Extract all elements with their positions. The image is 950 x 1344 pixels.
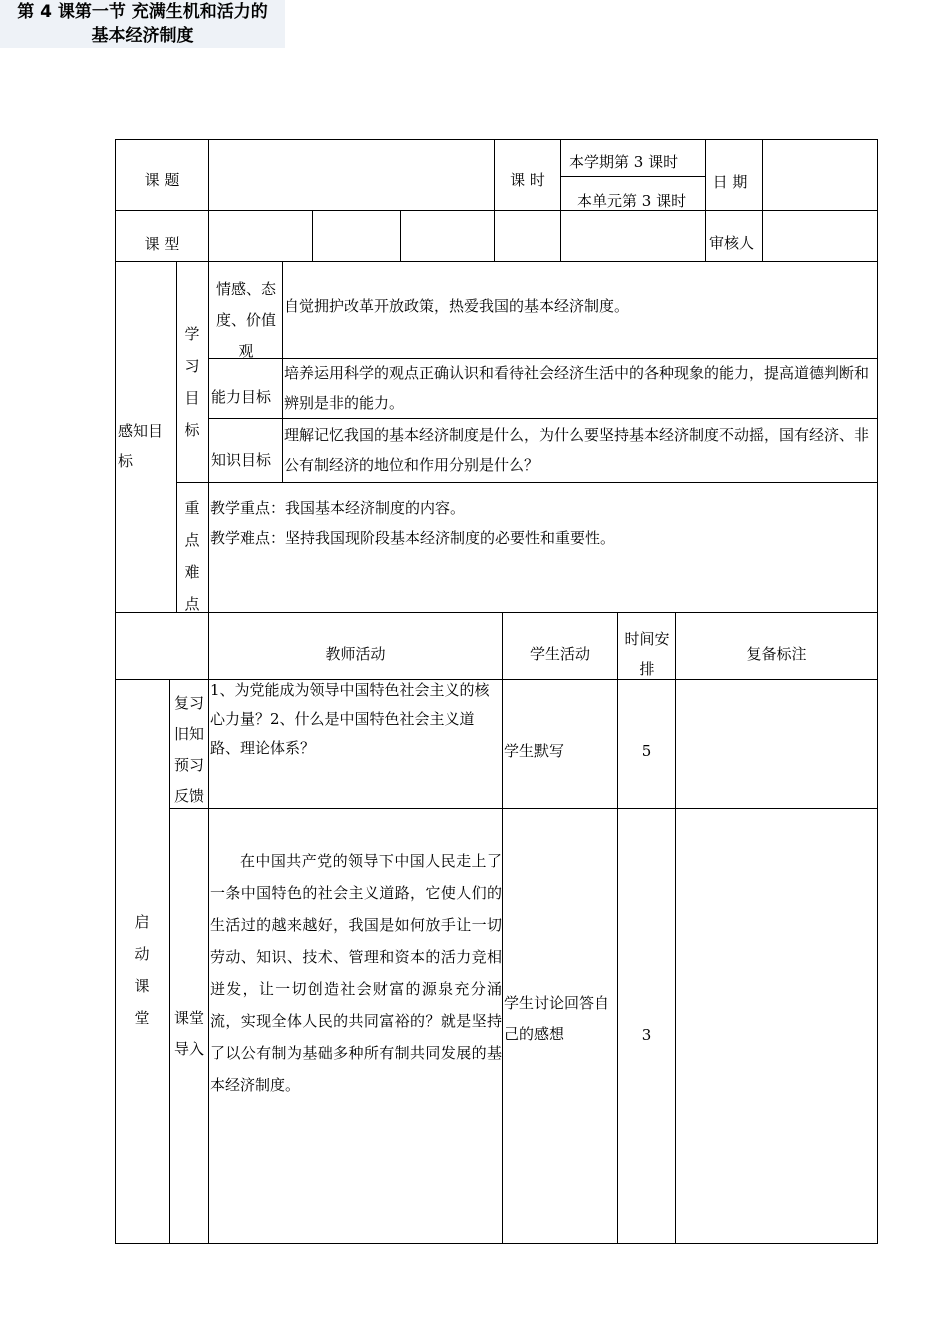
ability-label: 能力目标	[211, 388, 272, 406]
key-difficult-label: 重点难点	[184, 499, 200, 613]
intro-label: 课堂导入	[173, 1009, 204, 1058]
study-goals-label: 学习目标	[184, 325, 200, 439]
start-classroom-label: 启动课堂	[134, 913, 150, 1027]
key-point: 教学重点：我国基本经济制度的内容。	[210, 499, 466, 517]
intro-teacher-text: 在中国共产党的领导下中国人民走上了一条中国特色的社会主义道路，它使人们的生活过的越来越好，我国是如何放手让一切劳动、知识、技术、管理和资本的活力竞相迸发，让一切创造社会财富的源泉充分涌流，实现全体人民的共同富裕的？就是坚持了以公有制为基础多种所有制共同发展的基本经济制度。	[210, 852, 502, 1094]
date-label: 日 期	[712, 173, 748, 191]
emotion-label: 情感、态度、价值观	[215, 280, 276, 360]
lesson-type-label: 课 型	[144, 235, 180, 253]
lesson-title-line1: 第 4 课第一节 充满生机和活力的	[0, 0, 285, 24]
class-hours-label: 课 时	[510, 171, 545, 189]
review-time: 5	[641, 742, 652, 760]
knowledge-text: 理解记忆我国的基本经济制度是什么，为什么要坚持基本经济制度不动摇，国有经济、非公有制经济的地位和作用分别是什么？	[284, 426, 870, 474]
intro-student-text: 学生讨论回答自己的感想	[504, 994, 610, 1043]
notes-header: 复备标注	[746, 645, 807, 663]
topic-label: 课 题	[144, 171, 180, 189]
intro-time: 3	[641, 1026, 652, 1044]
perception-goals-label: 感知目标	[118, 422, 164, 470]
student-activity-header: 学生活动	[529, 645, 590, 663]
emotion-text: 自觉拥护改革开放政策，热爱我国的基本经济制度。	[284, 297, 630, 315]
knowledge-label: 知识目标	[211, 451, 272, 469]
semester-hours: 本学期第 3 课时	[569, 153, 679, 171]
review-label: 复习旧知预习反馈	[173, 694, 204, 805]
ability-text: 培养运用科学的观点正确认识和看待社会经济生活中的各种现象的能力，提高道德判断和辨别是非的能力。	[284, 364, 870, 412]
teacher-activity-header: 教师活动	[325, 645, 386, 663]
review-student-text: 学生默写	[504, 742, 565, 760]
difficult-point: 教学难点：坚持我国现阶段基本经济制度的必要性和重要性。	[210, 529, 616, 547]
review-teacher-text: 1、为党能成为领导中国特色社会主义的核心力量？2、什么是中国特色社会主义道路、理论体系？	[210, 681, 490, 757]
lesson-title-line2: 基本经济制度	[0, 24, 285, 48]
time-header: 时间安排	[624, 630, 670, 678]
reviewer-label: 审核人	[709, 234, 755, 252]
unit-hours: 本单元第 3 课时	[577, 192, 687, 210]
